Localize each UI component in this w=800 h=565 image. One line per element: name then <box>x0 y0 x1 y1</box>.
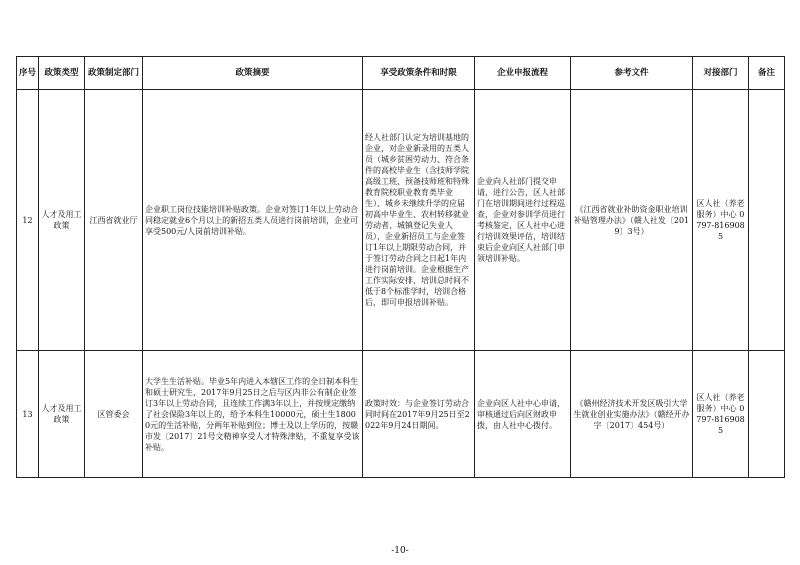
row-docs: 《江西省就业补助资金职业培训补贴管理办法》（赣人社发〔2019〕3号） <box>571 90 693 351</box>
row-contact: 区人社（养老服务）中心 0797-8169085 <box>693 90 749 351</box>
row-summary: 大学生生活补贴。毕业5年内进入本辖区工作的全日制本科生和硕士研究生，2017年9月25日之后与区内非公有制企业签订3年以上劳动合同，且连续工作满3年以上，并按规定缴纳了社会保险3年以上的，给予本科生10000元，硕士生18000元的生活补贴，分两年补贴到位；博士及以上学历的，按赣市发〔2017〕21号文精神享受人才特殊津贴，不重复享受该补贴。 <box>143 351 363 478</box>
header-seq: 序号 <box>17 57 39 90</box>
header-dept: 政策制定部门 <box>85 57 143 90</box>
header-process: 企业申报流程 <box>475 57 571 90</box>
policy-table <box>16 56 785 478</box>
row-note <box>749 351 785 478</box>
row-dept: 区管委会 <box>85 351 143 478</box>
row-contact: 区人社（养老服务）中心 0797-8169085 <box>693 351 749 478</box>
row-type: 人才及用工政策 <box>39 351 85 478</box>
row-process: 企业向区人社中心申请，审核通过后向区财政申拨，由人社中心拨付。 <box>475 351 571 478</box>
header-type: 政策类型 <box>39 57 85 90</box>
table-row <box>17 90 785 351</box>
header-docs: 参考文件 <box>571 57 693 90</box>
header-summary: 政策摘要 <box>143 57 363 90</box>
row-docs: 《赣州经济技术开发区吸引大学生就业创业实施办法》（赣经开办字〔2017〕454号） <box>571 351 693 478</box>
row-seq: 12 <box>17 90 39 351</box>
row-type: 人才及用工政策 <box>39 90 85 351</box>
row-seq: 13 <box>17 351 39 478</box>
row-conditions: 政策时效：与企业签订劳动合同时间在2017年9月25日至2022年9月24日期间。 <box>363 351 475 478</box>
page-number: -10- <box>391 546 409 556</box>
row-conditions: 经人社部门认定为培训基地的企业，对企业新录用的五类人员（城乡贫困劳动力、符合条件的高校毕业生（含技师学院高级工班、预备技师班和特殊教育院校职业教育类毕业生）、城乡未继续升学的应届初高中毕业生、农村转移就业劳动者、城镇登记失业人员），企业新招员工与企业签订1年以上期限劳动合同，并于签订劳动合同之日起1年内进行岗前培训。企业根据生产工作实际安排，培训总时间不低于8个标准学时，培训合格后，即可申报培训补贴。 <box>363 90 475 351</box>
table-header-row <box>17 57 785 90</box>
header-note: 备注 <box>749 57 785 90</box>
row-note <box>749 90 785 351</box>
header-conditions: 享受政策条件和时限 <box>363 57 475 90</box>
row-process: 企业向人社部门提交申请，进行公告，区人社部门在培训期间进行过程巡查，企业对参训学员进行考核鉴定，区人社中心进行培训效果评估，培训结束后企业向区人社部门申领培训补贴。 <box>475 90 571 351</box>
row-summary: 企业职工岗位技能培训补贴政策。企业对签订1年以上劳动合同稳定就业6个月以上的新招五类人员进行岗前培训，企业可享受500元/人岗前培训补贴。 <box>143 90 363 351</box>
table-row <box>17 351 785 478</box>
header-contact: 对接部门 <box>693 57 749 90</box>
row-dept: 江西省就业厅 <box>85 90 143 351</box>
